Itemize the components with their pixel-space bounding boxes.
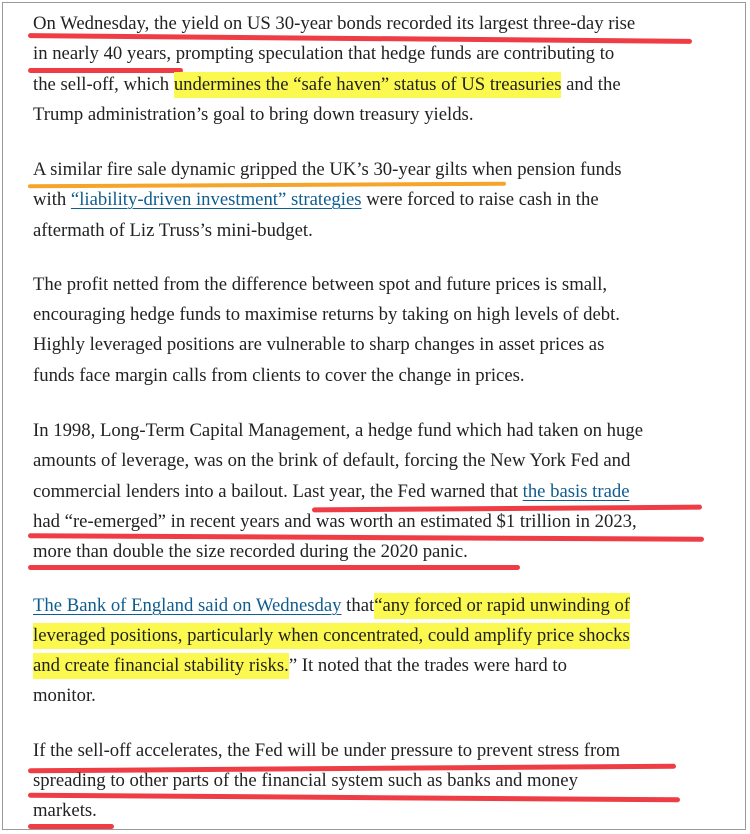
text-span: If the sell-off accelerates, the Fed will be under pressure to prevent stress from	[33, 740, 621, 761]
paragraph-5-line-2	[33, 624, 630, 648]
paragraph-5-line-3	[33, 654, 567, 678]
text-span: The profit netted from the difference between spot and future prices is small,	[33, 274, 608, 295]
paragraph-4-line-2	[33, 449, 630, 473]
paragraph-2-line-3	[33, 219, 313, 243]
text-span: Trump administration’s goal to bring down treasury yields.	[33, 104, 474, 125]
text-span: aftermath of Liz Truss’s mini-budget.	[33, 220, 313, 241]
paragraph-3-line-4	[33, 364, 525, 388]
text-span: had “re-emerged” in recent years and was worth an estimated $1 trillion in 2023,	[33, 511, 637, 532]
text-span: with	[33, 189, 71, 210]
paragraph-3-line-3	[33, 333, 604, 357]
text-span: commercial lenders into a bailout. Last year, the Fed warned that	[33, 481, 523, 502]
highlighted-text: and create financial stability risks.	[33, 653, 289, 679]
paragraph-4-line-4	[33, 510, 637, 534]
paragraph-1-line-3	[33, 73, 621, 97]
text-span: markets.	[33, 800, 97, 821]
text-span: A similar fire sale dynamic gripped the UK’s 30-year gilts when pension funds	[33, 159, 622, 180]
paragraph-4-line-3	[33, 480, 630, 504]
text-span: monitor.	[33, 685, 96, 706]
paragraph-5-line-1	[33, 594, 630, 618]
text-span: in nearly 40 years, prompting speculation that hedge funds are contributing to	[33, 43, 615, 64]
highlighted-text: leveraged positions, particularly when concentrated, could amplify price shocks	[33, 623, 630, 649]
red-underline-mark	[28, 565, 520, 570]
text-span: encouraging hedge funds to maximise returns by taking on high levels of debt.	[33, 304, 620, 325]
bank-of-england-link[interactable]: The Bank of England said on Wednesday	[33, 595, 342, 616]
text-span: were forced to raise cash in the	[361, 189, 599, 210]
text-span: Highly leveraged positions are vulnerable to sharp changes in asset prices as	[33, 334, 605, 355]
text-span: On Wednesday, the yield on US 30-year bonds recorded its largest three-day rise	[33, 13, 636, 34]
text-span: the sell-off, which	[33, 74, 174, 95]
paragraph-1-line-2	[33, 42, 614, 66]
paragraph-5-line-4	[33, 684, 96, 708]
paragraph-4-line-5	[33, 540, 468, 564]
paragraph-4-line-1	[33, 419, 643, 443]
paragraph-2-line-1	[33, 158, 622, 182]
text-span: In 1998, Long-Term Capital Management, a hedge fund which had taken on huge	[33, 420, 644, 441]
paragraph-1-line-1	[33, 12, 635, 36]
highlighted-text: undermines the “safe haven” status of US treasuries	[174, 72, 562, 98]
paragraph-2-line-2	[33, 188, 599, 212]
text-span: that	[341, 595, 375, 616]
text-span: amounts of leverage, was on the brink of default, forcing the New York Fed and	[33, 450, 631, 471]
paragraph-6-line-3	[33, 799, 97, 823]
paragraph-3-line-1	[33, 273, 607, 297]
paragraph-3-line-2	[33, 303, 620, 327]
text-span: funds face margin calls from clients to cover the change in prices.	[33, 365, 525, 386]
text-span: spreading to other parts of the financial system such as banks and money	[33, 770, 578, 791]
text-span: ” It noted that the trades were hard to	[288, 655, 567, 676]
basis-trade-link[interactable]: the basis trade	[522, 481, 630, 502]
highlighted-text: “any forced or rapid unwinding of	[374, 593, 630, 619]
text-span: more than double the size recorded during the 2020 panic.	[33, 541, 468, 562]
paragraph-6-line-2	[33, 769, 578, 793]
paragraph-6-line-1	[33, 739, 620, 763]
paragraph-1-line-4	[33, 103, 474, 127]
red-underline-mark	[28, 824, 114, 829]
text-span: and the	[561, 74, 621, 95]
ldi-strategies-link[interactable]: “liability-driven investment” strategies	[70, 189, 362, 210]
